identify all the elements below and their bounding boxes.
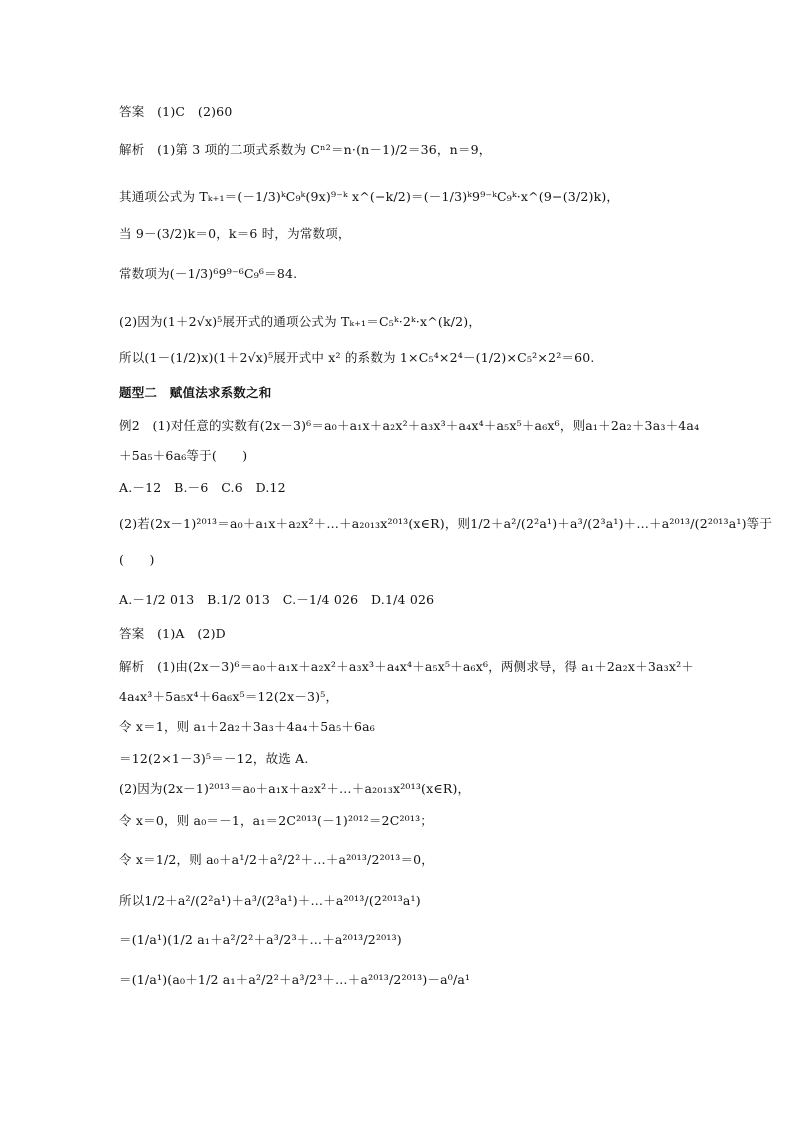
solution-line: 解析 (1)第 3 项的二项式系数为 Cⁿ²＝n·(n－1)/2＝36，n＝9，: [119, 142, 492, 157]
solution-line: 其通项公式为 Tₖ₊₁＝(－1/3)ᵏC₉ᵏ(9x)⁹⁻ᵏ x^(−k/2)＝(－1/3)ᵏ9⁹⁻ᵏC₉ᵏ·x^(9−(3/2)k)，: [119, 189, 620, 204]
options-line: A.－12 B.－6 C.6 D.12: [119, 480, 286, 495]
example-line: (2)若(2x－1)²⁰¹³＝a₀＋a₁x＋a₂x²＋…＋a₂₀₁₃x²⁰¹³(x∈R)，则1/2＋a²/(2²a¹)＋a³/(2³a¹)＋…＋a²⁰¹³/(2²⁰¹³a¹)等于: [119, 516, 773, 531]
answer-line: 答案 (1)A (2)D: [119, 626, 226, 641]
solution-line: (2)因为(2x－1)²⁰¹³＝a₀＋a₁x＋a₂x²＋…＋a₂₀₁₃x²⁰¹³(x∈R)，: [119, 781, 471, 796]
solution-line: ＝(1/a¹)(1/2 a₁＋a²/2²＋a³/2³＋…＋a²⁰¹³/2²⁰¹³): [119, 932, 402, 947]
solution-line: 当 9－(3/2)k＝0，k＝6 时，为常数项，: [119, 226, 351, 241]
section-heading: 题型二 赋值法求系数之和: [119, 385, 272, 400]
solution-line: 所以1/2＋a²/(2²a¹)＋a³/(2³a¹)＋…＋a²⁰¹³/(2²⁰¹³a¹): [119, 893, 421, 908]
example-line: ( ): [119, 552, 155, 567]
solution-line: 令 x＝1/2，则 a₀＋a¹/2＋a²/2²＋…＋a²⁰¹³/2²⁰¹³＝0，: [119, 852, 435, 867]
solution-line: 解析 (1)由(2x－3)⁶＝a₀＋a₁x＋a₂x²＋a₃x³＋a₄x⁴＋a₅x⁵＋a₆x⁶，两侧求导，得 a₁＋2a₂x＋3a₃x²＋: [119, 659, 695, 674]
options-line: A.－1/2 013 B.1/2 013 C.－1/4 026 D.1/4 026: [119, 592, 435, 607]
answer-line: 答案 (1)C (2)60: [119, 104, 233, 119]
solution-line: 常数项为(－1/3)⁶9⁹⁻⁶C₉⁶＝84.: [119, 266, 298, 281]
example-line: 例2 (1)对任意的实数有(2x－3)⁶＝a₀＋a₁x＋a₂x²＋a₃x³＋a₄x⁴＋a₅x⁵＋a₆x⁶，则a₁＋2a₂＋3a₃＋4a₄: [119, 418, 700, 433]
example-line: ＋5a₅＋6a₆等于( ): [119, 448, 248, 463]
solution-line: ＝(1/a¹)(a₀＋1/2 a₁＋a²/2²＋a³/2³＋…＋a²⁰¹³/2²⁰¹³)－a⁰/a¹: [119, 972, 471, 987]
solution-line: 令 x＝0，则 a₀＝－1，a₁＝2C²⁰¹³(－1)²⁰¹²＝2C²⁰¹³；: [119, 813, 434, 828]
solution-line: 所以(1－(1/2)x)(1＋2√x)⁵展开式中 x² 的系数为 1×C₅⁴×2⁴－(1/2)×C₅²×2²＝60.: [119, 350, 595, 365]
solution-line: 令 x＝1，则 a₁＋2a₂＋3a₃＋4a₄＋5a₅＋6a₆: [119, 719, 375, 734]
solution-line: 4a₄x³＋5a₅x⁴＋6a₆x⁵＝12(2x－3)⁵，: [119, 689, 339, 704]
solution-line: (2)因为(1＋2√x)⁵展开式的通项公式为 Tₖ₊₁＝C₅ᵏ·2ᵏ·x^(k/2)，: [119, 314, 482, 329]
solution-line: ＝12(2×1－3)⁵＝－12，故选 A.: [119, 751, 309, 766]
